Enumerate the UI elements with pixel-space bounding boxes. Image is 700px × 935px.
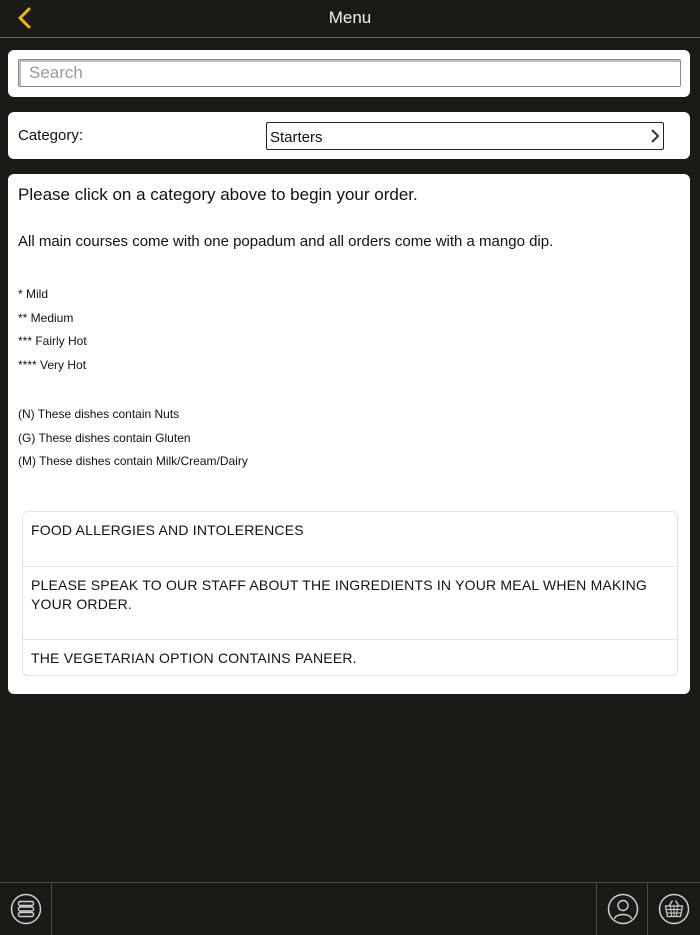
category-selector[interactable] xyxy=(266,122,664,150)
user-icon xyxy=(607,893,639,925)
header-bar xyxy=(0,0,700,38)
category-panel xyxy=(8,112,690,159)
search-panel xyxy=(8,50,690,97)
info-panel xyxy=(8,174,690,694)
basket-button[interactable] xyxy=(648,883,700,935)
account-button[interactable] xyxy=(597,883,649,935)
list-item: FOOD ALLERGIES AND INTOLERENCES xyxy=(23,512,677,567)
category-label: Category: xyxy=(18,127,84,144)
spice-level-mild: * Mild xyxy=(18,287,49,301)
allergen-key-nuts: (N) These dishes contain Nuts xyxy=(18,407,180,421)
menu-list-icon xyxy=(10,893,42,925)
basket-icon xyxy=(658,893,690,925)
page-title: Menu xyxy=(328,8,372,27)
search-input[interactable] xyxy=(18,59,681,87)
spice-level-very-hot: **** Very Hot xyxy=(18,358,87,372)
intro-text: Please click on a category above to begin your order. xyxy=(18,185,418,204)
toolbar-divider xyxy=(51,883,52,935)
spice-level-medium: ** Medium xyxy=(18,311,74,325)
spice-level-fairly-hot: *** Fairly Hot xyxy=(18,334,87,348)
menu-list-button[interactable] xyxy=(0,883,52,935)
allergen-key-gluten: (G) These dishes contain Gluten xyxy=(18,431,191,445)
allergen-key-dairy: (M) These dishes contain Milk/Cream/Dairy xyxy=(18,454,248,468)
category-value: Starters xyxy=(270,129,323,146)
list-item: THE VEGETARIAN OPTION CONTAINS PANEER. xyxy=(31,650,357,666)
bottom-toolbar xyxy=(0,882,700,935)
allergy-notice-list xyxy=(22,511,678,676)
chevron-right-icon xyxy=(649,128,661,144)
notice-text: All main courses come with one popadum and all orders come with a mango dip. xyxy=(18,233,554,250)
list-item: PLEASE SPEAK TO OUR STAFF ABOUT THE INGREDIENTS IN YOUR MEAL WHEN MAKING YOUR ORDER. xyxy=(23,567,677,640)
